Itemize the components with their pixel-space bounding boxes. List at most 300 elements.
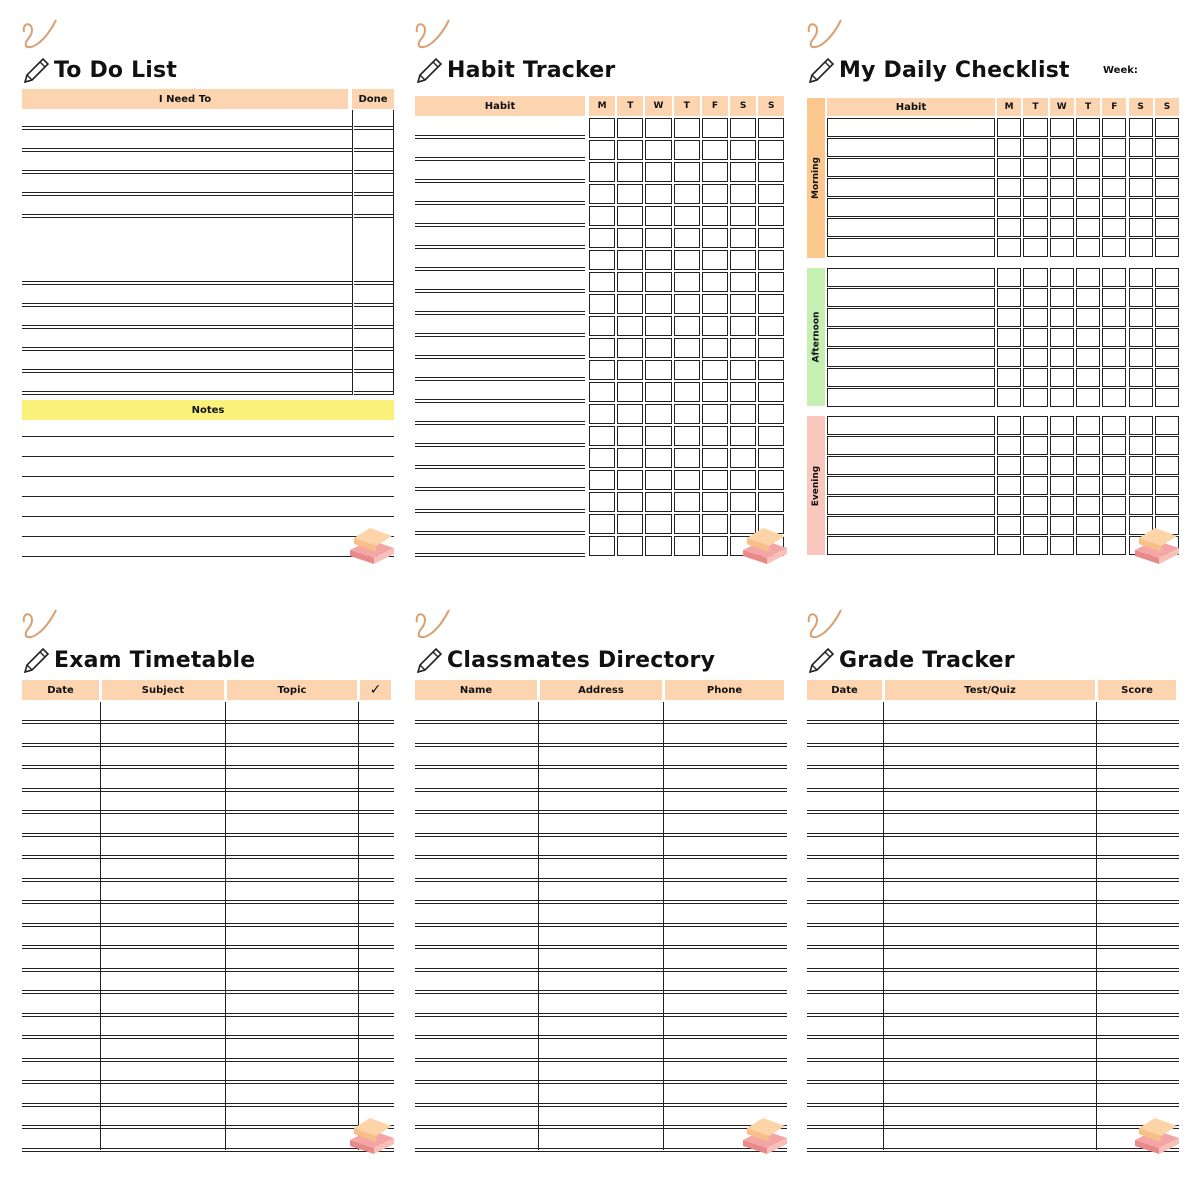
- check-box[interactable]: [1023, 268, 1047, 287]
- table-row[interactable]: [415, 1125, 787, 1129]
- check-box[interactable]: [1102, 496, 1126, 515]
- check-box[interactable]: [997, 536, 1021, 555]
- check-box[interactable]: [645, 206, 671, 226]
- check-box[interactable]: [674, 382, 700, 402]
- check-box[interactable]: [702, 162, 728, 182]
- check-box[interactable]: [758, 228, 784, 248]
- check-box[interactable]: [1129, 496, 1153, 515]
- check-box[interactable]: [645, 338, 671, 358]
- check-box[interactable]: [1102, 476, 1126, 495]
- check-box[interactable]: [758, 426, 784, 446]
- notes-line[interactable]: [22, 496, 394, 497]
- check-box[interactable]: [1102, 178, 1126, 197]
- check-box[interactable]: [1050, 288, 1074, 307]
- check-box[interactable]: [1076, 328, 1100, 347]
- check-box[interactable]: [1050, 496, 1074, 515]
- check-box[interactable]: [997, 456, 1021, 475]
- habit-row[interactable]: [415, 421, 585, 425]
- check-box[interactable]: [674, 184, 700, 204]
- check-box[interactable]: [1129, 138, 1153, 157]
- habit-row[interactable]: [415, 267, 585, 271]
- table-row[interactable]: [807, 878, 1179, 882]
- check-box[interactable]: [758, 404, 784, 424]
- check-box[interactable]: [1102, 456, 1126, 475]
- check-box[interactable]: [1155, 218, 1179, 237]
- check-box[interactable]: [758, 470, 784, 490]
- habit-cell[interactable]: [827, 238, 995, 257]
- check-box[interactable]: [1050, 238, 1074, 257]
- table-row[interactable]: [807, 1148, 1179, 1152]
- check-box[interactable]: [617, 404, 643, 424]
- table-row[interactable]: [22, 1058, 394, 1062]
- check-box[interactable]: [1155, 178, 1179, 197]
- done-cell[interactable]: [354, 148, 394, 152]
- check-box[interactable]: [1155, 328, 1179, 347]
- check-box[interactable]: [1023, 288, 1047, 307]
- habit-row[interactable]: [415, 179, 585, 183]
- check-box[interactable]: [702, 404, 728, 424]
- check-box[interactable]: [1129, 348, 1153, 367]
- check-box[interactable]: [674, 492, 700, 512]
- check-box[interactable]: [702, 514, 728, 534]
- check-box[interactable]: [997, 218, 1021, 237]
- check-box[interactable]: [589, 492, 615, 512]
- table-row[interactable]: [807, 833, 1179, 837]
- task-row[interactable]: [22, 369, 352, 373]
- check-box[interactable]: [1129, 158, 1153, 177]
- check-box[interactable]: [702, 338, 728, 358]
- table-row[interactable]: [807, 1013, 1179, 1017]
- table-row[interactable]: [807, 945, 1179, 949]
- check-box[interactable]: [645, 250, 671, 270]
- notes-line[interactable]: [22, 436, 394, 437]
- table-row[interactable]: [22, 968, 394, 972]
- check-box[interactable]: [674, 162, 700, 182]
- check-box[interactable]: [645, 426, 671, 446]
- check-box[interactable]: [1102, 198, 1126, 217]
- check-box[interactable]: [1076, 368, 1100, 387]
- check-box[interactable]: [1050, 348, 1074, 367]
- check-box[interactable]: [1102, 516, 1126, 535]
- check-box[interactable]: [1023, 178, 1047, 197]
- task-row[interactable]: [22, 325, 352, 329]
- check-box[interactable]: [1129, 288, 1153, 307]
- task-row[interactable]: [22, 281, 352, 285]
- table-row[interactable]: [22, 1148, 394, 1152]
- check-box[interactable]: [674, 470, 700, 490]
- habit-row[interactable]: [415, 201, 585, 205]
- check-box[interactable]: [1076, 476, 1100, 495]
- check-box[interactable]: [1076, 496, 1100, 515]
- check-box[interactable]: [730, 184, 756, 204]
- check-box[interactable]: [645, 184, 671, 204]
- table-row[interactable]: [22, 1080, 394, 1084]
- table-row[interactable]: [807, 1103, 1179, 1107]
- check-box[interactable]: [589, 118, 615, 138]
- check-box[interactable]: [645, 228, 671, 248]
- check-box[interactable]: [997, 516, 1021, 535]
- check-box[interactable]: [1155, 476, 1179, 495]
- done-cell[interactable]: [354, 126, 394, 130]
- check-box[interactable]: [1155, 388, 1179, 407]
- habit-row[interactable]: [415, 157, 585, 161]
- task-row[interactable]: [22, 347, 352, 351]
- check-box[interactable]: [997, 118, 1021, 137]
- check-box[interactable]: [997, 368, 1021, 387]
- habit-cell[interactable]: [827, 348, 995, 367]
- table-row[interactable]: [807, 788, 1179, 792]
- check-box[interactable]: [758, 492, 784, 512]
- table-row[interactable]: [807, 765, 1179, 769]
- check-box[interactable]: [730, 426, 756, 446]
- table-row[interactable]: [807, 968, 1179, 972]
- table-row[interactable]: [22, 900, 394, 904]
- check-box[interactable]: [702, 536, 728, 556]
- table-row[interactable]: [22, 1035, 394, 1039]
- table-row[interactable]: [415, 990, 787, 994]
- check-box[interactable]: [758, 294, 784, 314]
- habit-row[interactable]: [415, 135, 585, 139]
- check-box[interactable]: [589, 404, 615, 424]
- habit-row[interactable]: [415, 355, 585, 359]
- table-row[interactable]: [807, 810, 1179, 814]
- check-box[interactable]: [617, 492, 643, 512]
- check-box[interactable]: [617, 360, 643, 380]
- check-box[interactable]: [1050, 416, 1074, 435]
- check-box[interactable]: [1155, 138, 1179, 157]
- check-box[interactable]: [1023, 328, 1047, 347]
- check-box[interactable]: [589, 228, 615, 248]
- check-box[interactable]: [758, 360, 784, 380]
- table-row[interactable]: [807, 1080, 1179, 1084]
- check-box[interactable]: [997, 416, 1021, 435]
- table-row[interactable]: [415, 855, 787, 859]
- check-box[interactable]: [1050, 138, 1074, 157]
- check-box[interactable]: [702, 360, 728, 380]
- table-row[interactable]: [807, 900, 1179, 904]
- check-box[interactable]: [617, 382, 643, 402]
- check-box[interactable]: [1102, 118, 1126, 137]
- check-box[interactable]: [1076, 536, 1100, 555]
- check-box[interactable]: [1076, 456, 1100, 475]
- check-box[interactable]: [1129, 436, 1153, 455]
- notes-line[interactable]: [22, 456, 394, 457]
- habit-row[interactable]: [415, 289, 585, 293]
- check-box[interactable]: [645, 492, 671, 512]
- check-box[interactable]: [758, 140, 784, 160]
- check-box[interactable]: [702, 470, 728, 490]
- check-box[interactable]: [1076, 118, 1100, 137]
- habit-cell[interactable]: [827, 388, 995, 407]
- table-row[interactable]: [807, 1058, 1179, 1062]
- check-box[interactable]: [674, 426, 700, 446]
- check-box[interactable]: [645, 360, 671, 380]
- check-box[interactable]: [730, 250, 756, 270]
- table-row[interactable]: [22, 990, 394, 994]
- table-row[interactable]: [22, 743, 394, 747]
- notes-line[interactable]: [22, 516, 394, 517]
- check-box[interactable]: [758, 250, 784, 270]
- check-box[interactable]: [1102, 218, 1126, 237]
- check-box[interactable]: [1155, 288, 1179, 307]
- check-box[interactable]: [1076, 268, 1100, 287]
- notes-line[interactable]: [22, 556, 394, 557]
- habit-row[interactable]: [415, 311, 585, 315]
- table-row[interactable]: [22, 855, 394, 859]
- table-row[interactable]: [415, 1080, 787, 1084]
- check-box[interactable]: [1155, 348, 1179, 367]
- check-box[interactable]: [1155, 456, 1179, 475]
- check-box[interactable]: [1023, 436, 1047, 455]
- table-row[interactable]: [415, 743, 787, 747]
- notes-line[interactable]: [22, 476, 394, 477]
- check-box[interactable]: [645, 536, 671, 556]
- habit-cell[interactable]: [827, 198, 995, 217]
- habit-cell[interactable]: [827, 476, 995, 495]
- check-box[interactable]: [617, 206, 643, 226]
- habit-cell[interactable]: [827, 138, 995, 157]
- check-box[interactable]: [702, 228, 728, 248]
- habit-cell[interactable]: [827, 496, 995, 515]
- check-box[interactable]: [1129, 416, 1153, 435]
- check-box[interactable]: [758, 316, 784, 336]
- check-box[interactable]: [1023, 158, 1047, 177]
- check-box[interactable]: [702, 250, 728, 270]
- check-box[interactable]: [1076, 388, 1100, 407]
- check-box[interactable]: [702, 426, 728, 446]
- table-row[interactable]: [415, 1058, 787, 1062]
- table-row[interactable]: [415, 968, 787, 972]
- check-box[interactable]: [1076, 198, 1100, 217]
- table-row[interactable]: [22, 788, 394, 792]
- check-box[interactable]: [617, 272, 643, 292]
- task-row[interactable]: [22, 214, 352, 218]
- check-box[interactable]: [589, 294, 615, 314]
- check-box[interactable]: [702, 272, 728, 292]
- check-box[interactable]: [758, 184, 784, 204]
- habit-row[interactable]: [415, 333, 585, 337]
- check-box[interactable]: [589, 514, 615, 534]
- table-row[interactable]: [415, 878, 787, 882]
- check-box[interactable]: [674, 140, 700, 160]
- check-box[interactable]: [1155, 436, 1179, 455]
- check-box[interactable]: [1076, 218, 1100, 237]
- check-box[interactable]: [674, 338, 700, 358]
- check-box[interactable]: [1023, 348, 1047, 367]
- check-box[interactable]: [617, 316, 643, 336]
- check-box[interactable]: [1050, 536, 1074, 555]
- check-box[interactable]: [1102, 328, 1126, 347]
- table-row[interactable]: [22, 1125, 394, 1129]
- check-box[interactable]: [1050, 476, 1074, 495]
- table-row[interactable]: [415, 720, 787, 724]
- check-box[interactable]: [1129, 118, 1153, 137]
- check-box[interactable]: [1155, 496, 1179, 515]
- check-box[interactable]: [1102, 416, 1126, 435]
- check-box[interactable]: [589, 250, 615, 270]
- check-box[interactable]: [997, 238, 1021, 257]
- check-box[interactable]: [758, 206, 784, 226]
- check-box[interactable]: [1076, 288, 1100, 307]
- table-row[interactable]: [415, 788, 787, 792]
- check-box[interactable]: [1102, 536, 1126, 555]
- check-box[interactable]: [730, 448, 756, 468]
- check-box[interactable]: [1023, 368, 1047, 387]
- check-box[interactable]: [730, 228, 756, 248]
- habit-row[interactable]: [415, 377, 585, 381]
- check-box[interactable]: [997, 328, 1021, 347]
- table-row[interactable]: [807, 855, 1179, 859]
- check-box[interactable]: [1050, 456, 1074, 475]
- check-box[interactable]: [997, 198, 1021, 217]
- habit-cell[interactable]: [827, 178, 995, 197]
- check-box[interactable]: [702, 184, 728, 204]
- check-box[interactable]: [1102, 348, 1126, 367]
- check-box[interactable]: [1076, 178, 1100, 197]
- check-box[interactable]: [730, 118, 756, 138]
- check-box[interactable]: [997, 348, 1021, 367]
- check-box[interactable]: [702, 448, 728, 468]
- table-row[interactable]: [415, 945, 787, 949]
- check-box[interactable]: [674, 118, 700, 138]
- check-box[interactable]: [589, 184, 615, 204]
- check-box[interactable]: [645, 118, 671, 138]
- check-box[interactable]: [674, 272, 700, 292]
- check-box[interactable]: [589, 338, 615, 358]
- table-row[interactable]: [415, 1035, 787, 1039]
- task-row[interactable]: [22, 391, 352, 395]
- check-box[interactable]: [702, 294, 728, 314]
- check-box[interactable]: [730, 382, 756, 402]
- habit-cell[interactable]: [827, 118, 995, 137]
- habit-cell[interactable]: [827, 268, 995, 287]
- check-box[interactable]: [1050, 268, 1074, 287]
- task-row[interactable]: [22, 303, 352, 307]
- check-box[interactable]: [997, 388, 1021, 407]
- habit-cell[interactable]: [827, 416, 995, 435]
- check-box[interactable]: [1023, 388, 1047, 407]
- table-row[interactable]: [807, 923, 1179, 927]
- habit-cell[interactable]: [827, 436, 995, 455]
- check-box[interactable]: [617, 162, 643, 182]
- check-box[interactable]: [589, 360, 615, 380]
- check-box[interactable]: [758, 272, 784, 292]
- check-box[interactable]: [997, 496, 1021, 515]
- habit-cell[interactable]: [827, 288, 995, 307]
- table-row[interactable]: [415, 1148, 787, 1152]
- check-box[interactable]: [702, 140, 728, 160]
- check-box[interactable]: [997, 436, 1021, 455]
- habit-row[interactable]: [415, 553, 585, 557]
- habit-cell[interactable]: [827, 456, 995, 475]
- task-row[interactable]: [22, 126, 352, 130]
- habit-cell[interactable]: [827, 536, 995, 555]
- check-box[interactable]: [645, 514, 671, 534]
- check-box[interactable]: [1023, 218, 1047, 237]
- check-box[interactable]: [730, 360, 756, 380]
- done-cell[interactable]: [354, 369, 394, 373]
- notes-line[interactable]: [22, 536, 394, 537]
- check-box[interactable]: [1076, 436, 1100, 455]
- check-box[interactable]: [589, 426, 615, 446]
- check-box[interactable]: [589, 448, 615, 468]
- check-box[interactable]: [617, 184, 643, 204]
- table-row[interactable]: [22, 720, 394, 724]
- table-row[interactable]: [415, 833, 787, 837]
- habit-cell[interactable]: [827, 218, 995, 237]
- habit-cell[interactable]: [827, 308, 995, 327]
- check-box[interactable]: [1050, 218, 1074, 237]
- done-cell[interactable]: [354, 325, 394, 329]
- check-box[interactable]: [730, 162, 756, 182]
- check-box[interactable]: [674, 228, 700, 248]
- habit-row[interactable]: [415, 531, 585, 535]
- check-box[interactable]: [1129, 178, 1153, 197]
- table-row[interactable]: [415, 765, 787, 769]
- check-box[interactable]: [1023, 456, 1047, 475]
- check-box[interactable]: [1129, 388, 1153, 407]
- check-box[interactable]: [730, 140, 756, 160]
- check-box[interactable]: [758, 162, 784, 182]
- check-box[interactable]: [730, 404, 756, 424]
- check-box[interactable]: [1050, 516, 1074, 535]
- check-box[interactable]: [674, 206, 700, 226]
- table-row[interactable]: [22, 1103, 394, 1107]
- check-box[interactable]: [1076, 308, 1100, 327]
- check-box[interactable]: [758, 448, 784, 468]
- habit-row[interactable]: [415, 223, 585, 227]
- check-box[interactable]: [1155, 308, 1179, 327]
- check-box[interactable]: [1023, 516, 1047, 535]
- done-cell[interactable]: [354, 391, 394, 395]
- check-box[interactable]: [997, 268, 1021, 287]
- table-row[interactable]: [807, 990, 1179, 994]
- check-box[interactable]: [1129, 238, 1153, 257]
- check-box[interactable]: [1102, 388, 1126, 407]
- habit-row[interactable]: [415, 509, 585, 513]
- table-row[interactable]: [807, 1125, 1179, 1129]
- table-row[interactable]: [415, 810, 787, 814]
- check-box[interactable]: [617, 294, 643, 314]
- check-box[interactable]: [617, 536, 643, 556]
- check-box[interactable]: [645, 448, 671, 468]
- check-box[interactable]: [1076, 238, 1100, 257]
- check-box[interactable]: [1050, 308, 1074, 327]
- check-box[interactable]: [1050, 368, 1074, 387]
- task-row[interactable]: [22, 192, 352, 196]
- check-box[interactable]: [617, 118, 643, 138]
- check-box[interactable]: [617, 140, 643, 160]
- check-box[interactable]: [589, 140, 615, 160]
- check-box[interactable]: [702, 118, 728, 138]
- check-box[interactable]: [702, 382, 728, 402]
- habit-row[interactable]: [415, 465, 585, 469]
- check-box[interactable]: [1129, 308, 1153, 327]
- check-box[interactable]: [1076, 348, 1100, 367]
- table-row[interactable]: [415, 923, 787, 927]
- task-row[interactable]: [22, 170, 352, 174]
- check-box[interactable]: [1023, 536, 1047, 555]
- check-box[interactable]: [589, 272, 615, 292]
- check-box[interactable]: [645, 316, 671, 336]
- habit-cell[interactable]: [827, 516, 995, 535]
- check-box[interactable]: [617, 338, 643, 358]
- check-box[interactable]: [1102, 288, 1126, 307]
- done-cell[interactable]: [354, 303, 394, 307]
- check-box[interactable]: [645, 404, 671, 424]
- check-box[interactable]: [1023, 198, 1047, 217]
- check-box[interactable]: [674, 536, 700, 556]
